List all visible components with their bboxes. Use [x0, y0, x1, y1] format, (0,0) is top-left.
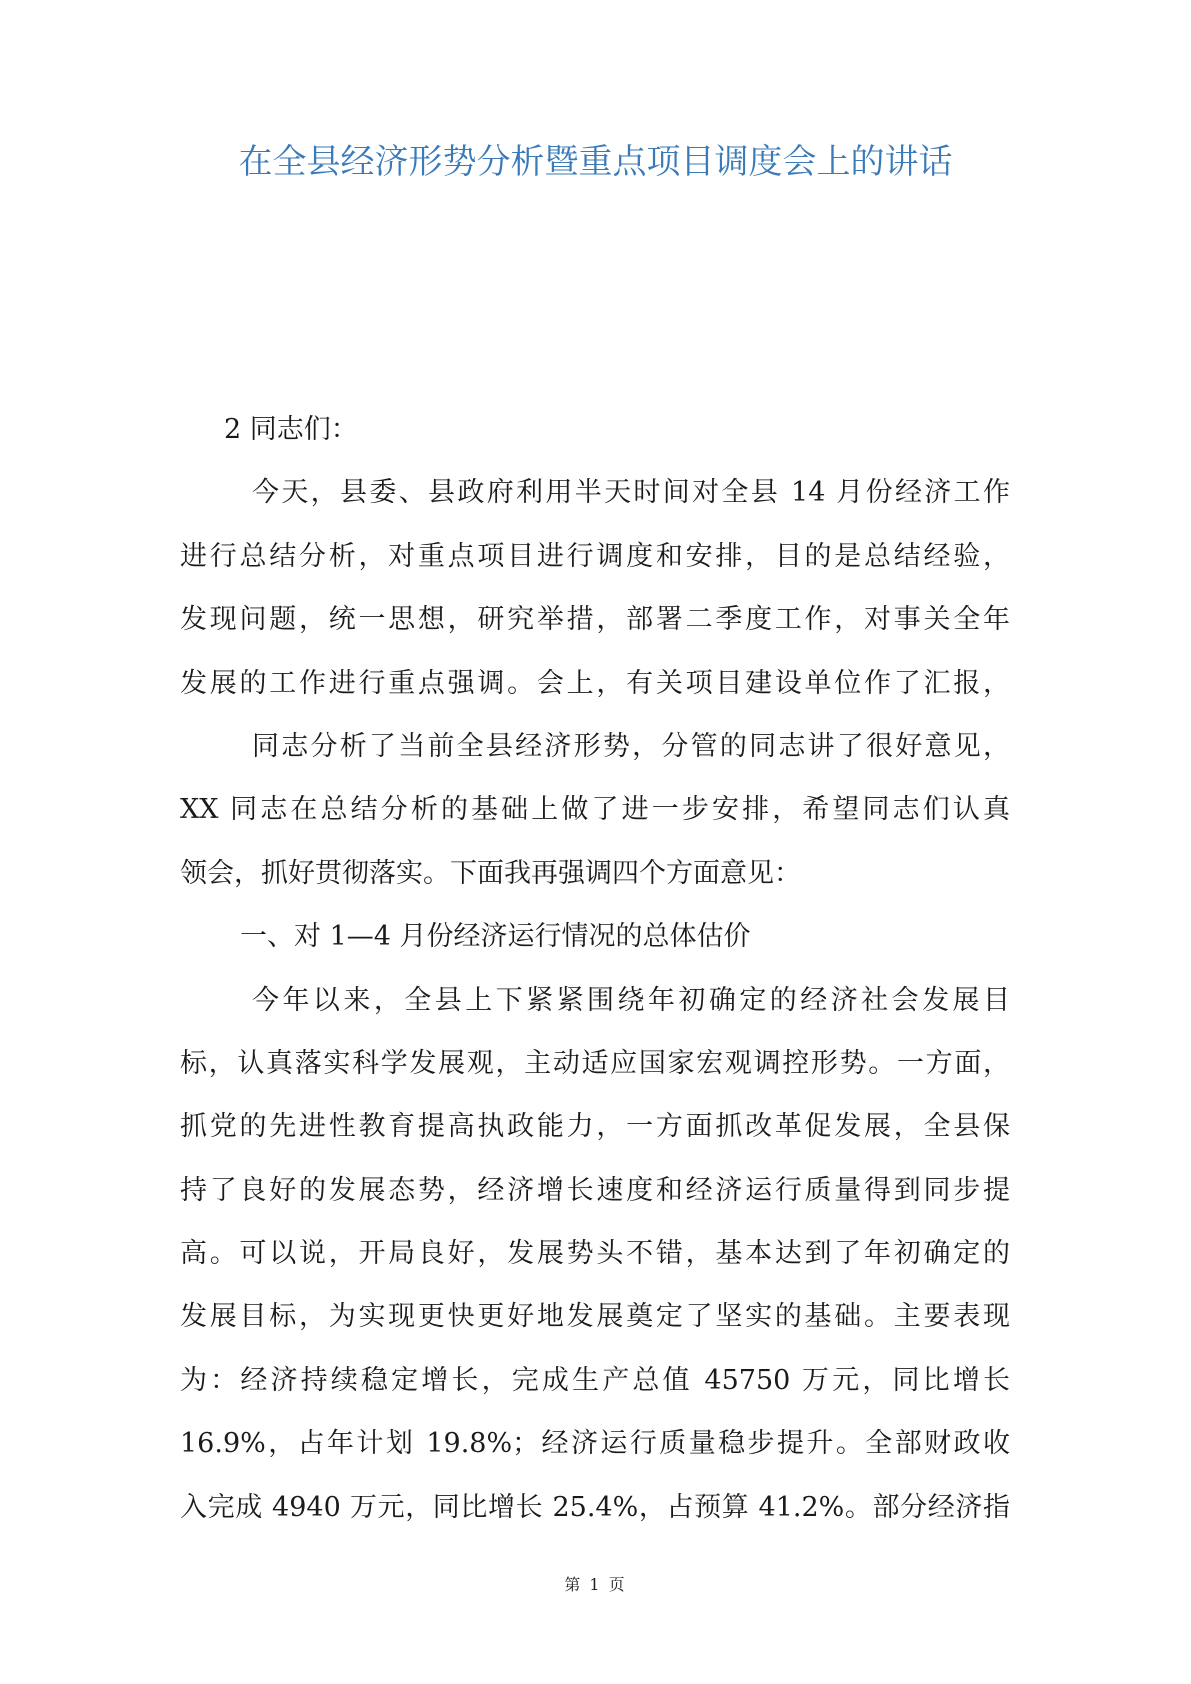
- paragraph-line: 进行总结分析，对重点项目进行调度和安排，目的是总结经验，: [180, 540, 1010, 572]
- document-body: [180, 398, 1010, 1539]
- document-title: 在全县经济形势分析暨重点项目调度会上的讲话: [238, 142, 953, 182]
- paragraph-line: 16.9%，占年计划 19.8%；经济运行质量稳步提升。全部财政收: [180, 1428, 1010, 1460]
- paragraph-line: 发展目标，为实现更快更好地发展奠定了坚实的基础。主要表现: [180, 1301, 1010, 1333]
- paragraph-line: XX 同志在总结分析的基础上做了进一步安排，希望同志们认真: [180, 794, 1010, 826]
- paragraph-line: 持了良好的发展态势，经济增长速度和经济运行质量得到同步提: [180, 1174, 1010, 1206]
- page-number: 第 1 页: [564, 1575, 627, 1594]
- paragraph-line: 今年以来，全县上下紧紧围绕年初确定的经济社会发展目: [252, 984, 1010, 1016]
- paragraph-line: 发展的工作进行重点强调。会上，有关项目建设单位作了汇报，: [180, 667, 1010, 699]
- paragraph-line: 标，认真落实科学发展观，主动适应国家宏观调控形势。一方面，: [180, 1047, 1010, 1079]
- paragraph-line: 领会，抓好贯彻落实。下面我再强调四个方面意见：: [180, 857, 801, 889]
- paragraph-line: 发现问题，统一思想，研究举措，部署二季度工作，对事关全年: [180, 604, 1010, 636]
- paragraph-line: 今天，县委、县政府利用半天时间对全县 14 月份经济工作: [252, 477, 1010, 509]
- paragraph-line: 同志分析了当前全县经济形势，分管的同志讲了很好意见，: [252, 730, 1010, 762]
- paragraph-line: 入完成 4940 万元，同比增长 25.4%，占预算 41.2%。部分经济指: [180, 1491, 1010, 1523]
- paragraph-line: 高。可以说，开局良好，发展势头不错，基本达到了年初确定的: [180, 1238, 1010, 1270]
- paragraph-line: 为：经济持续稳定增长，完成生产总值 45750 万元，同比增长: [180, 1364, 1010, 1396]
- section-heading: 一、对 1—4 月份经济运行情况的总体估价: [240, 921, 751, 953]
- salutation-line: 2 同志们：: [224, 414, 358, 445]
- paragraph-line: 抓党的先进性教育提高执政能力，一方面抓改革促发展，全县保: [180, 1111, 1010, 1143]
